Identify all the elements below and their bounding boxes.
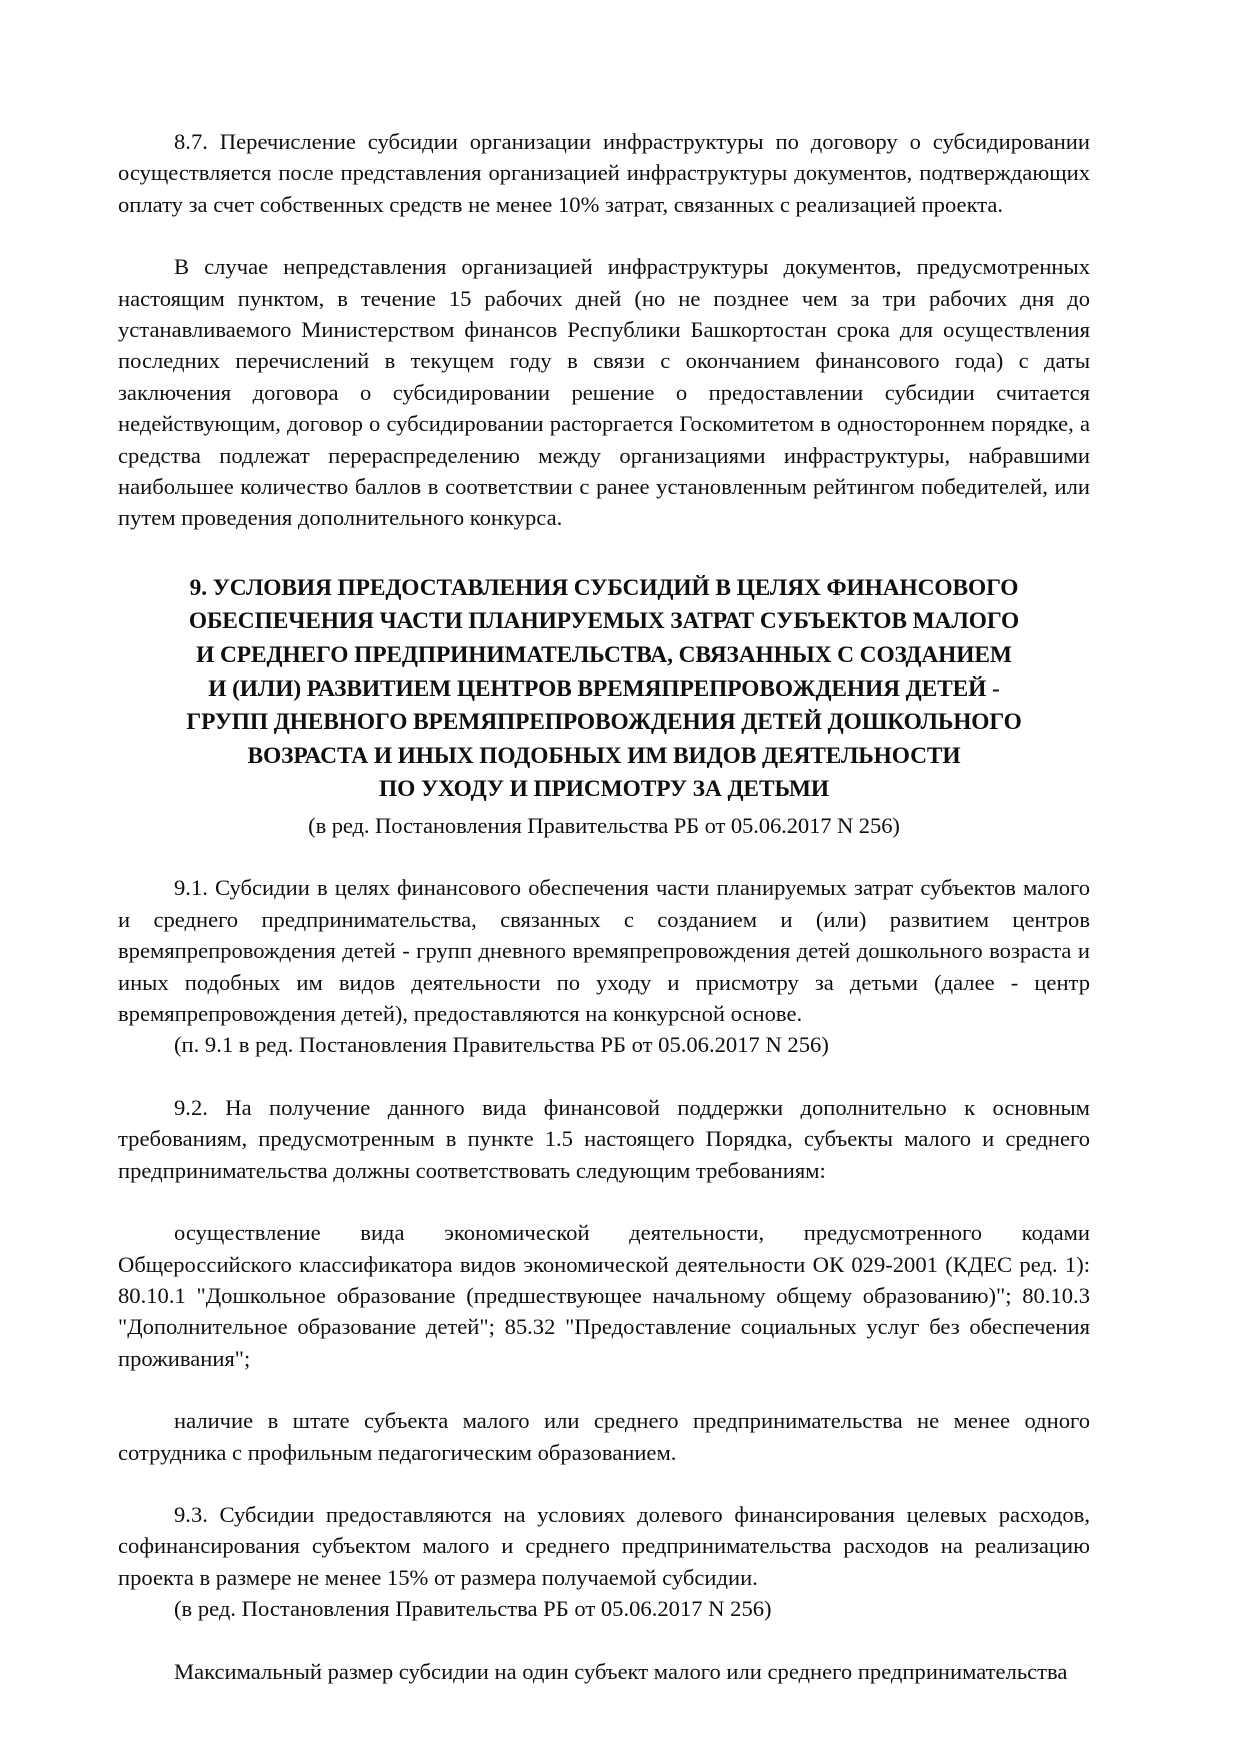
section-heading-line-3: И СРЕДНЕГО ПРЕДПРИНИМАТЕЛЬСТВА, СВЯЗАННЫХ С СОЗДАНИЕМ bbox=[196, 642, 1012, 669]
section-heading-amendment-note: (в ред. Постановления Правительства РБ от 05.06.2017 N 256) bbox=[308, 813, 900, 839]
paragraph-spacer bbox=[118, 1186, 1090, 1217]
clause-9-1-amendment-note: (п. 9.1 в ред. Постановления Правительства РБ от 05.06.2017 N 256) bbox=[174, 1032, 829, 1058]
section-heading-line-6: ВОЗРАСТА И ИНЫХ ПОДОБНЫХ ИМ ВИДОВ ДЕЯТЕЛЬНОСТИ bbox=[247, 742, 961, 769]
paragraph-spacer bbox=[118, 841, 1090, 872]
section-heading-line-2: ОБЕСПЕЧЕНИЯ ЧАСТИ ПЛАНИРУЕМЫХ ЗАТРАТ СУБЪЕКТОВ МАЛОГО bbox=[188, 608, 1020, 635]
clause-staff-requirement: наличие в штате субъекта малого или среднего предпринимательства не менее одного сотрудника с профильным педагогическим образованием. bbox=[118, 1408, 1090, 1465]
clause-okved-activity: осуществление вида экономической деятельности, предусмотренного кодами Общероссийского классификатора видов экономической деятельности ОК 029-2001 (КДЕС ред. 1): 80.10.1 "Дошкольное образование (предшествующее начальному общему образованию)"; 80.10.3 "Дополнительное образование детей"; 85.32 "Предоставление социальных услуг без обеспечения проживания"; bbox=[118, 1220, 1090, 1371]
clause-9-3-amendment-note: (в ред. Постановления Правительства РБ от 05.06.2017 N 256) bbox=[174, 1596, 772, 1622]
section-heading-line-7: ПО УХОДУ И ПРИСМОТРУ ЗА ДЕТЬМИ bbox=[379, 776, 829, 803]
paragraph-max-subsidy: Максимальный размер субсидии на один субъект малого или среднего предпринимательства bbox=[174, 1658, 1068, 1684]
paragraph-spacer bbox=[118, 1468, 1090, 1499]
clause-9-3: 9.3. Субсидии предоставляются на условиях долевого финансирования целевых расходов, софинансирования субъектом малого и среднего предпринимательства расходов на реализацию проекта в размере не менее 15% от размера получаемой субсидии. bbox=[118, 1501, 1090, 1590]
paragraph-spacer bbox=[118, 1061, 1090, 1092]
paragraph-8-7: 8.7. Перечисление субсидии организации инфраструктуры по договору о субсидировании осуществляется после представления организацией инфраструктуры документов, подтверждающих оплату за счет собственных средств не менее 10% затрат, связанных с реализацией проекта. bbox=[118, 129, 1090, 217]
document-body bbox=[118, 126, 1090, 1687]
clause-9-1: 9.1. Субсидии в целях финансового обеспечения части планируемых затрат субъектов малого и среднего предпринимательства, связанных с созданием и (или) развитием центров времяпрепровождения детей - групп дневного времяпрепровождения детей дошкольного возраста и иных подобных им видов деятельности по уходу и присмотру за детьми (далее - центр времяпрепровождения детей), предоставляются на конкурсной основе. bbox=[118, 875, 1090, 1027]
paragraph-spacer bbox=[118, 220, 1090, 251]
section-heading-line-1: 9. УСЛОВИЯ ПРЕДОСТАВЛЕНИЯ СУБСИДИЙ В ЦЕЛЯХ ФИНАНСОВОГО bbox=[189, 574, 1019, 601]
paragraph-non-submission: В случае непредставления организацией инфраструктуры документов, предусмотренных настоящим пунктом, в течение 15 рабочих дней (но не позднее чем за три рабочих дня до устанавливаемого Министерством финансов Республики Башкортостан срока для осуществления последних перечислений в текущем году в связи с окончанием финансового года) с даты заключения договора о субсидировании решение о предоставлении субсидии считается недействующим, договор о субсидировании расторгается Госкомитетом в одностороннем порядке, а средства подлежат перераспределению между организациями инфраструктуры, набравшими наибольшее количество баллов в соответствии с ранее установленным рейтингом победителей, или путем проведения дополнительного конкурса. bbox=[118, 254, 1090, 531]
clause-9-2: 9.2. На получение данного вида финансовой поддержки дополнительно к основным требованиям, предусмотренным в пункте 1.5 настоящего Порядка, субъекты малого и среднего предпринимательства должны соответствовать следующим требованиям: bbox=[118, 1094, 1090, 1183]
section-heading-line-4: И (ИЛИ) РАЗВИТИЕМ ЦЕНТРОВ ВРЕМЯПРЕПРОВОЖДЕНИЯ ДЕТЕЙ - bbox=[208, 675, 1000, 702]
paragraph-spacer bbox=[118, 1374, 1090, 1405]
paragraph-spacer bbox=[118, 1625, 1090, 1656]
section-9-heading bbox=[118, 572, 1090, 842]
section-heading-line-5: ГРУПП ДНЕВНОГО ВРЕМЯПРЕПРОВОЖДЕНИЯ ДЕТЕЙ ДОШКОЛЬНОГО bbox=[186, 709, 1022, 736]
